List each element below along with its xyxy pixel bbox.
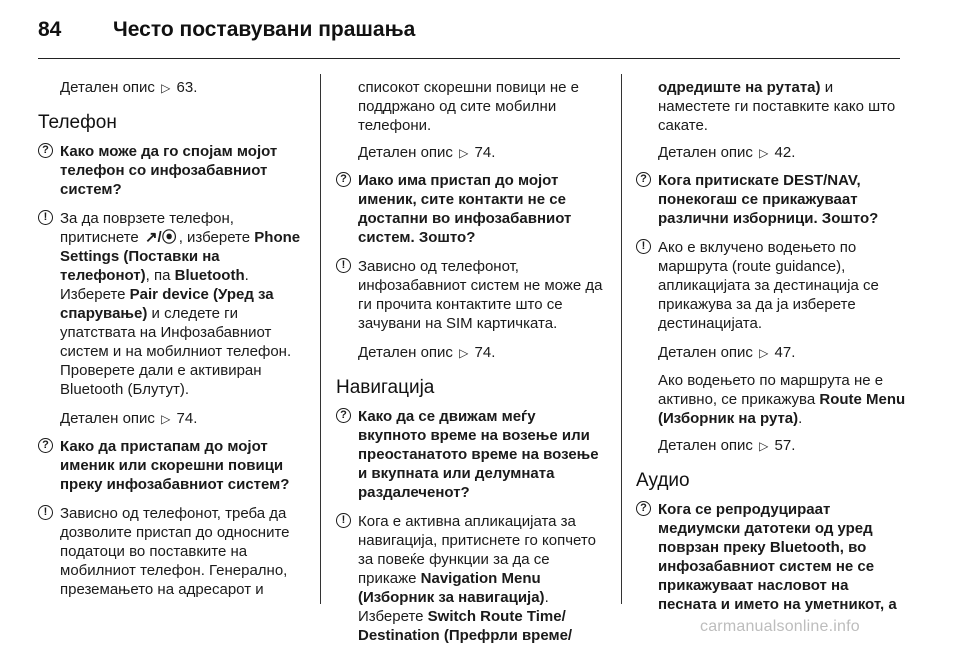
phone-icon: ↗/⦿: [144, 229, 177, 246]
triangle-right-icon: ▷: [161, 412, 171, 426]
triangle-right-icon: ▷: [759, 146, 769, 160]
answer-2-continued: списокот скорешни повици не е поддржано од сите мобилни телефони.: [358, 79, 580, 134]
question-3: ? Иако има пристап до мојот именик, сите контакти не се достапни во инфозабавниот систем. Зошто?: [336, 171, 608, 247]
exclamation-circle-icon: !: [336, 513, 351, 528]
exclamation-circle-icon: !: [38, 505, 53, 520]
section-heading-phone: Телефон: [38, 112, 117, 133]
triangle-right-icon: ▷: [161, 81, 171, 95]
exclamation-circle-icon: !: [636, 239, 651, 254]
question-circle-icon: ?: [38, 143, 53, 158]
answer-4: ! Кога е активна апликацијата за навигација, притиснете го копчето за повеќе функции за да се прикаже Navigation Menu (Изборник за навигација). Изберете Switch Route Time/ Destination (Префрли време/: [336, 512, 608, 645]
column-3: [636, 66, 906, 624]
exclamation-circle-icon: !: [336, 258, 351, 273]
page-header: [0, 0, 960, 66]
header-divider: [38, 58, 900, 59]
answer-5-extra: Ако водењето по маршрута не е активно, се прикажува Route Menu (Изборник на рута).: [658, 372, 906, 427]
answer-1: ! За да поврзете телефон, притиснете ↗/⦿ , изберете Phone Settings (Поставки на телефонот), па Bluetooth. Изберете Pair device (Уред за спарување) и следете ги упатствата на Инфозабавниот систем и на мобилниот телефон. Проверете дали е активиран Bluetooth (Блутут).: [38, 209, 306, 399]
question-4: ? Како да се движам меѓу вкупното време на возење или преостанатото време на возење и вкупната или делумната раздалеченот?: [336, 407, 608, 502]
triangle-right-icon: ▷: [759, 346, 769, 360]
question-circle-icon: ?: [38, 438, 53, 453]
triangle-right-icon: ▷: [759, 439, 769, 453]
watermark: carmanualsonline.info: [700, 618, 860, 635]
question-1: ? Како може да го спојам мојот телефон со инфозабавниот систем?: [38, 142, 306, 199]
answer-2: ! Зависно од телефонот, треба да дозволите пристап до односните податоци во поставките на мобилниот телефон. Генерално, преземањето на адресарот и: [38, 504, 306, 599]
reference-line: Детален опис ▷ 63.: [60, 79, 198, 96]
reference-line: Детален опис ▷ 74.: [60, 410, 198, 427]
column-1: [38, 66, 306, 609]
reference-line: Детален опис ▷ 74.: [358, 144, 496, 161]
question-5: ? Кога притискате DEST/NAV, понекогаш се прикажуваат различни изборници. Зошто?: [636, 171, 906, 228]
answer-4-continued: одредиште на рутата) и наместете ги поставките како што сакате.: [658, 79, 896, 134]
column-2: [336, 66, 608, 655]
exclamation-circle-icon: !: [38, 210, 53, 225]
page-number: 84: [38, 18, 62, 41]
question-circle-icon: ?: [636, 501, 651, 516]
section-heading-audio: Аудио: [636, 470, 690, 491]
question-circle-icon: ?: [636, 172, 651, 187]
triangle-right-icon: ▷: [459, 346, 469, 360]
question-6: ? Кога се репродуцираат медиумски датотеки од уред поврзан преку Bluetooth, во инфозабавниот систем не се прикажуваат насловот на песната и името на уметникот, а: [636, 500, 906, 614]
section-heading-navigation: Навигација: [336, 377, 435, 398]
question-2: ? Како да пристапам до мојот именик или скорешни повици преку инфозабавниот систем?: [38, 437, 306, 494]
triangle-right-icon: ▷: [459, 146, 469, 160]
reference-line: Детален опис ▷ 42.: [658, 144, 796, 161]
answer-3: ! Зависно од телефонот, инфозабавниот систем не може да ги прочита контактите што се зачувани на SIM картичката.: [336, 257, 608, 333]
question-circle-icon: ?: [336, 172, 351, 187]
page-title: Често поставувани прашања: [113, 18, 416, 41]
column-divider: [621, 74, 622, 604]
reference-line: Детален опис ▷ 47.: [658, 344, 796, 361]
answer-5: ! Ако е вклучено водењето по маршрута (route guidance), апликацијата за дестинација се прикажува за да ја изберете дестинацијата.: [636, 238, 906, 333]
question-circle-icon: ?: [336, 408, 351, 423]
reference-line: Детален опис ▷ 57.: [658, 437, 796, 454]
column-divider: [320, 74, 321, 604]
reference-line: Детален опис ▷ 74.: [358, 344, 496, 361]
